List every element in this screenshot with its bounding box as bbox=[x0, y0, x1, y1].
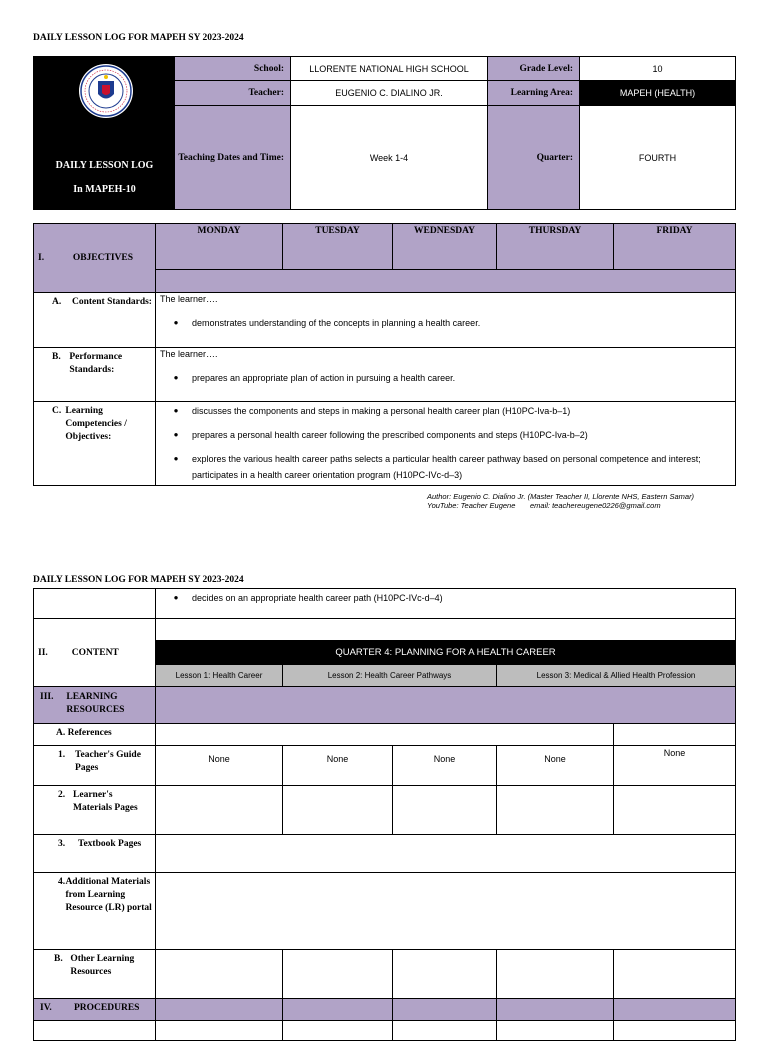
grade-label: Grade Level: bbox=[488, 57, 580, 81]
day-tuesday: TUESDAY bbox=[283, 224, 393, 270]
day-wednesday: WEDNESDAY bbox=[393, 224, 497, 270]
school-label: School: bbox=[175, 57, 291, 81]
content-blank-row bbox=[156, 619, 736, 641]
lm-cell bbox=[283, 786, 393, 835]
content-standards-label: A. Content Standards: bbox=[34, 293, 156, 348]
other-cell bbox=[156, 950, 283, 999]
lesson-2: Lesson 2: Health Career Pathways bbox=[283, 665, 497, 687]
objectives-num: I. bbox=[38, 253, 45, 263]
day-monday: MONDAY bbox=[156, 224, 283, 270]
tb-cell bbox=[156, 835, 736, 873]
procedures-band bbox=[497, 999, 614, 1021]
procedures-band bbox=[283, 999, 393, 1021]
dates-value: Week 1-4 bbox=[291, 106, 488, 210]
content-intro: The learner…. bbox=[160, 294, 218, 304]
performance-intro: The learner…. bbox=[160, 349, 218, 359]
header-left-line2: In MAPEH-10 bbox=[73, 184, 136, 195]
deped-seal-icon bbox=[78, 63, 134, 121]
tg-value: None bbox=[614, 746, 736, 786]
teacher-value: EUGENIO C. DIALINO JR. bbox=[291, 81, 488, 106]
tg-value: None bbox=[497, 746, 614, 786]
other-cell bbox=[393, 950, 497, 999]
lesson-3: Lesson 3: Medical & Allied Health Profession bbox=[497, 665, 736, 687]
objectives-table bbox=[33, 223, 736, 486]
competencies-label: C. Learning Competencies / Objectives: bbox=[34, 402, 156, 486]
performance-standards-label: B. Performance Standards: bbox=[34, 348, 156, 402]
tg-value: None bbox=[393, 746, 497, 786]
other-cell bbox=[614, 950, 736, 999]
header-left-line1: DAILY LESSON LOG bbox=[55, 160, 154, 171]
header-table bbox=[33, 56, 736, 210]
am-cell bbox=[156, 873, 736, 950]
resources-label: III. LEARNING RESOURCES bbox=[34, 687, 156, 724]
lesson-1: Lesson 1: Health Career bbox=[156, 665, 283, 687]
day-friday: FRIDAY bbox=[614, 224, 736, 270]
competency-item: prepares a personal health career following the prescribed components and steps (H10PC-Iva-b–2) bbox=[192, 430, 588, 440]
teacher-label: Teacher: bbox=[175, 81, 291, 106]
grade-value: 10 bbox=[580, 57, 736, 81]
content-standards-cell: The learner…. ● demonstrates understanding of the concepts in planning a health career. bbox=[156, 293, 736, 348]
lm-label: 2. Learner's Materials Pages bbox=[34, 786, 156, 835]
carry-bullet: decides on an appropriate health career path (H10PC-IVc-d–4) bbox=[192, 593, 443, 603]
author-line1: Author: Eugenio C. Dialino Jr. (Master Teacher II, Llorente NHS, Eastern Samar) bbox=[427, 492, 695, 501]
procedures-band bbox=[156, 999, 283, 1021]
content-table bbox=[33, 588, 736, 1041]
objectives-section-label bbox=[34, 224, 156, 293]
carry-label-cell bbox=[34, 589, 156, 619]
competencies-cell: ● discusses the components and steps in making a personal health career plan (H10PC-Iva-b–1) ● prepares a personal health career following the prescribed components and steps (H10PC-Iva-b–2) ● explores the various health career paths selects a particular health career pathway based on personal competence and interest; participates in a health career orientation program (H10PC-IVc-d–3) bbox=[156, 402, 736, 486]
lm-cell bbox=[497, 786, 614, 835]
other-cell bbox=[497, 950, 614, 999]
lm-cell bbox=[156, 786, 283, 835]
author-note bbox=[427, 492, 694, 510]
area-label: Learning Area: bbox=[488, 81, 580, 106]
objectives-lavender-band bbox=[156, 270, 736, 293]
lm-cell bbox=[614, 786, 736, 835]
procedures-band bbox=[614, 999, 736, 1021]
objectives-title: OBJECTIVES bbox=[72, 253, 134, 263]
tb-label: 3. Textbook Pages bbox=[34, 835, 156, 873]
procedures-label: IV. PROCEDURES bbox=[34, 999, 156, 1021]
author-line2: YouTube: Teacher Eugene email: teachereugene0226@gmail.com bbox=[427, 501, 661, 510]
references-blank-friday bbox=[614, 724, 736, 746]
content-section-label: II. CONTENT bbox=[34, 619, 156, 687]
page2-title: DAILY LESSON LOG FOR MAPEH SY 2023-2024 bbox=[33, 575, 244, 585]
competency-item: explores the various health career paths selects a particular health career pathway based on personal competence and interest; participates in a health career orientation program (H10PC-IVc-d–3) bbox=[192, 454, 701, 480]
resources-band bbox=[156, 687, 736, 724]
am-label: 4. Additional Materials from Learning Resource (LR) portal bbox=[34, 873, 156, 950]
day-thursday: THURSDAY bbox=[497, 224, 614, 270]
performance-bullet: prepares an appropriate plan of action in pursuing a health career. bbox=[192, 373, 456, 383]
content-bullet: demonstrates understanding of the concepts in planning a health career. bbox=[192, 318, 481, 328]
dates-label: Teaching Dates and Time: bbox=[175, 106, 291, 210]
carry-cell: ● decides on an appropriate health career path (H10PC-IVc-d–4) bbox=[156, 589, 736, 619]
procedures-band bbox=[393, 999, 497, 1021]
page-title: DAILY LESSON LOG FOR MAPEH SY 2023-2024 bbox=[33, 33, 244, 43]
quarter-label: Quarter: bbox=[488, 106, 580, 210]
performance-standards-cell: The learner…. ● prepares an appropriate plan of action in pursuing a health career. bbox=[156, 348, 736, 402]
header-left-panel bbox=[34, 57, 175, 210]
quarter-banner: QUARTER 4: PLANNING FOR A HEALTH CAREER bbox=[156, 641, 736, 665]
competency-item: discusses the components and steps in making a personal health career plan (H10PC-Iva-b–1) bbox=[192, 406, 571, 416]
tg-value: None bbox=[283, 746, 393, 786]
quarter-value: FOURTH bbox=[580, 106, 736, 210]
references-blank bbox=[156, 724, 614, 746]
other-label: B. Other Learning Resources bbox=[34, 950, 156, 999]
lm-cell bbox=[393, 786, 497, 835]
area-value: MAPEH (HEALTH) bbox=[580, 81, 736, 106]
tg-value: None bbox=[156, 746, 283, 786]
tg-label: 1. Teacher's Guide Pages bbox=[34, 746, 156, 786]
other-cell bbox=[283, 950, 393, 999]
school-value: LLORENTE NATIONAL HIGH SCHOOL bbox=[291, 57, 488, 81]
references-label: A. References bbox=[34, 724, 156, 746]
